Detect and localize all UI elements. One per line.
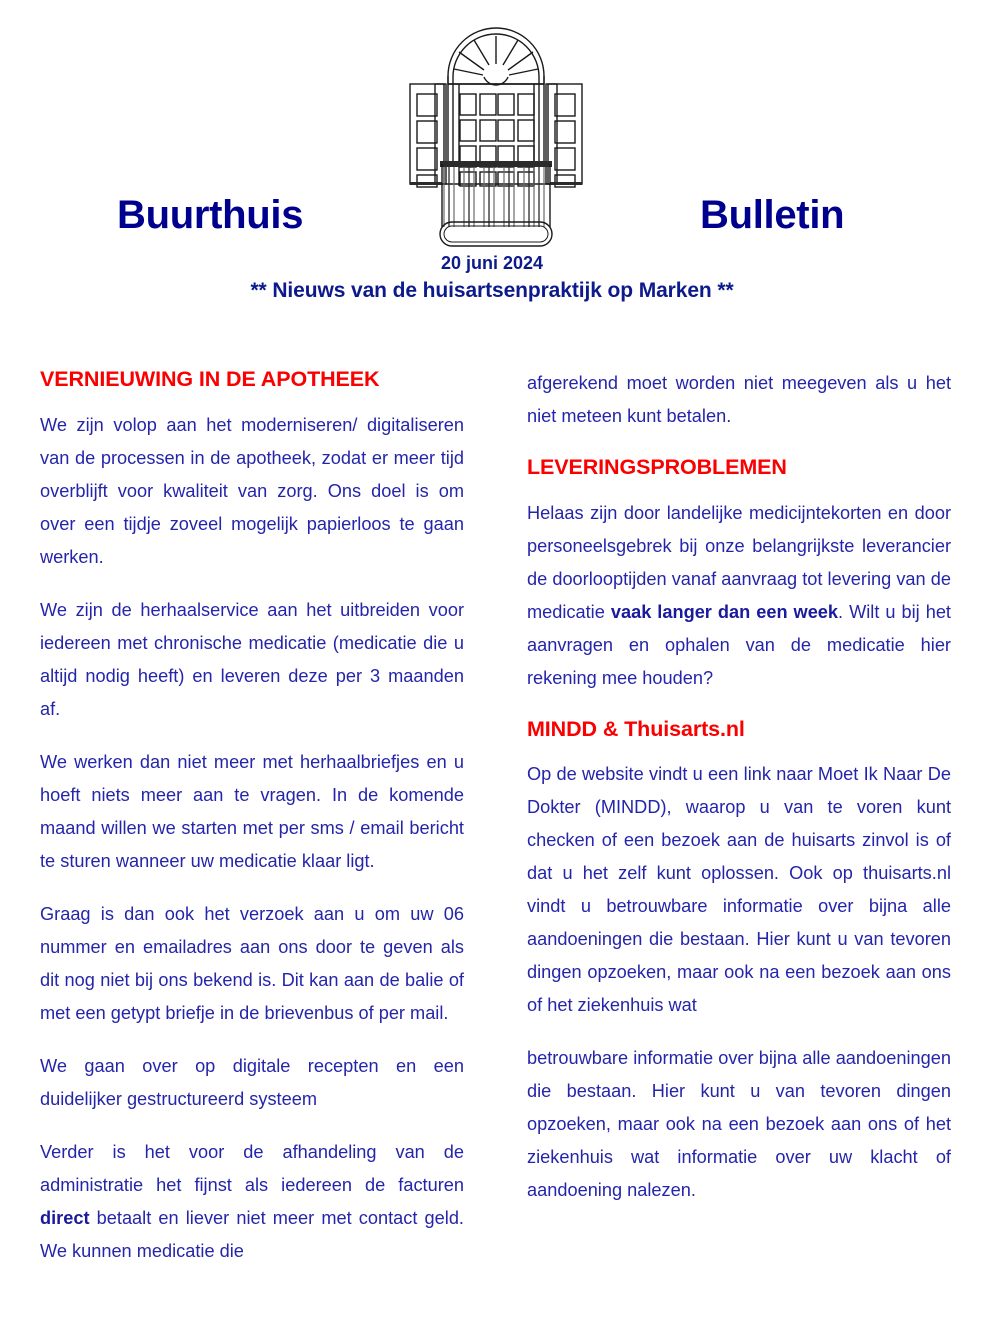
paragraph: Op de website vindt u een link naar Moet Ik Naar De Dokter (MINDD), waarop u van te voren kunt checken of een bezoek aan de huisarts zinvol is of dat u het zelf kunt oplossen. Ook op thuisarts.nl vindt u betrouwbare informatie over bijna alle aandoeningen die bestaan. Hier kunt u van tevoren dingen opzoeken, maar ook na een bezoek aan ons of het ziekenhuis wat bbox=[527, 764, 951, 1016]
masthead-tagline: ** Nieuws van de huisartsenpraktijk op Marken ** bbox=[250, 279, 734, 302]
paragraph-with-emphasis bbox=[527, 497, 951, 695]
paragraph-part-2: betaalt en liever niet meer met contact geld. We kunnen medicatie die bbox=[40, 1207, 464, 1261]
paragraph: betrouwbare informatie over bijna alle aandoeningen die bestaan. Hier kunt u van tevoren dingen opzoeken, maar ook na een bezoek aan ons of het ziekenhuis wat informatie over uw klacht of aandoening nalezen. bbox=[527, 1048, 951, 1201]
article-columns bbox=[0, 367, 984, 1329]
arched-window-balcony-icon bbox=[406, 14, 586, 254]
issue-date: 20 juni 2024 bbox=[440, 253, 544, 273]
masthead bbox=[0, 0, 984, 318]
right-column bbox=[527, 367, 951, 1207]
paragraph: Graag is dan ook het verzoek aan u om uw 06 nummer en emailadres aan ons door te geven als dit nog niet bij ons bekend is. Dit kan aan de balie of met een getypt briefje in de brievenbus of per mail. bbox=[40, 903, 464, 1023]
section-heading-mindd-thuisarts: MINDD & Thuisarts.nl bbox=[527, 716, 745, 741]
paragraph: We werken dan niet meer met herhaalbriefjes en u hoeft niets meer aan te vragen. In de komende maand willen we starten met per sms / email bericht te sturen wanneer uw medicatie klaar ligt. bbox=[40, 751, 464, 871]
emphasis-vaak-langer: vaak langer dan een week bbox=[610, 601, 839, 622]
paragraph: We zijn de herhaalservice aan het uitbreiden voor iedereen met chronische medicatie (medicatie die u altijd nodig heeft) en leveren deze per 3 maanden af. bbox=[40, 599, 464, 719]
paragraph-with-emphasis bbox=[40, 1136, 464, 1268]
masthead-title-left: Buurthuis bbox=[117, 193, 304, 237]
paragraph-part-2: . Wilt u bij het aanvragen en ophalen van de medicatie hier rekening mee houden? bbox=[527, 601, 951, 688]
paragraph-part-1: Verder is het voor de afhandeling van de administratie het fijnst als iedereen de facturen bbox=[40, 1141, 464, 1195]
paragraph: We zijn volop aan het moderniseren/ digitaliseren van de processen in de apotheek, zodat er meer tijd overblijft voor kwaliteit van zorg. Ons doel is om over een tijdje zoveel mogelijk papierloos te gaan werken. bbox=[40, 414, 464, 567]
section-heading-leveringsproblemen: LEVERINGSPROBLEMEN bbox=[527, 455, 787, 479]
section-heading-vernieuwing: VERNIEUWING IN DE APOTHEEK bbox=[40, 367, 380, 391]
paragraph-part-1: Helaas zijn door landelijke medicijntekorten en door personeelsgebrek bij onze belangrijkste leverancier de doorlooptijden vanaf aanvraag tot levering van de medicatie bbox=[527, 502, 951, 622]
left-column bbox=[40, 367, 464, 1268]
emphasis-direct: direct bbox=[40, 1207, 90, 1228]
paragraph-continued: afgerekend moet worden niet meegeven als u het niet meteen kunt betalen. bbox=[527, 373, 951, 426]
buurthuis-logo bbox=[406, 14, 586, 254]
paragraph: We gaan over op digitale recepten en een duidelijker gestructureerd systeem bbox=[40, 1055, 464, 1109]
masthead-title-right: Bulletin bbox=[700, 193, 845, 237]
